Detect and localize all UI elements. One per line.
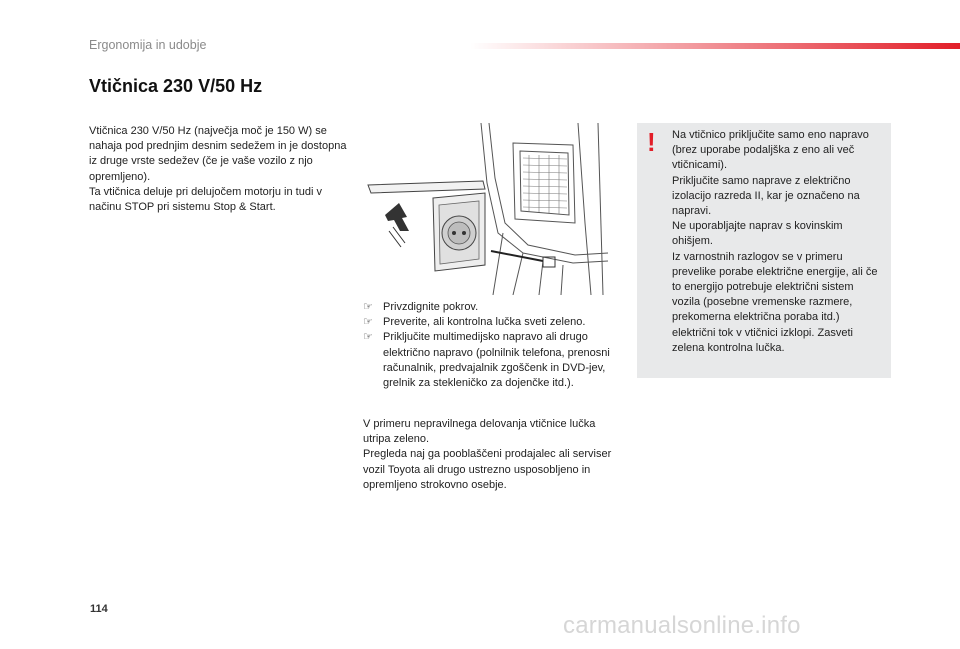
note-paragraph: V primeru nepravilnega delovanja vtičnice lučka utripa zeleno. [363, 418, 596, 446]
intro-paragraph: Ta vtičnica deluje pri delujočem motorju in tudi v načinu STOP pri sistemu Stop & Start. [89, 185, 322, 214]
warning-line: Iz varnostnih razlogov se v primeru prevelike porabe električne energije, ali če to energijo potrebuje električni sistem vozila (posebne vremenske razmere, prekomerna električna poraba itd.) električni tok v vtičnici izklopi. Zasveti zelena kontrolna lučka. [672, 250, 878, 354]
list-item [363, 330, 618, 391]
instruction-list [363, 300, 618, 391]
instruction-text: Preverite, ali kontrolna lučka sveti zeleno. [383, 316, 586, 329]
finger-pointer-icon: ☞ [363, 301, 373, 313]
intro-text [89, 124, 349, 215]
warning-line: Ne uporabljajte naprav s kovinskim ohišjem. [672, 220, 843, 248]
warning-text [672, 128, 884, 356]
watermark: carmanualsonline.info [563, 612, 801, 639]
intro-paragraph: Vtičnica 230 V/50 Hz (največja moč je 150 W) se nahaja pod prednjim desnim sedežem in je dostopna iz druge vrste sedežev (če je vaše vozilo z njo opremljeno). [89, 125, 347, 183]
instruction-text: Priključite multimedijsko napravo ali drugo električno napravo (polnilnik telefona, prenosni računalnik, predvajalnik zgoščenk in DVD-jev, grelnik za stekleničko za dojenčke itd.). [383, 331, 610, 390]
warning-line: Na vtičnico priključite samo eno napravo (brez uporabe podaljška z eno ali več vtičnicami). [672, 129, 869, 172]
page-title: Vtičnica 230 V/50 Hz [89, 76, 263, 96]
note-paragraph: Pregleda naj ga pooblaščeni prodajalec ali serviser vozil Toyota ali drugo ustrezno usposobljeno in opremljeno strokovno osebje. [363, 448, 612, 491]
warning-line: Priključite samo naprave z električno izolacijo razreda II, kar je označeno na napravi. [672, 174, 860, 218]
malfunction-note [363, 417, 618, 493]
finger-pointer-icon: ☞ [363, 331, 373, 344]
socket-illustration [363, 123, 613, 295]
instruction-text: Privzdignite pokrov. [383, 301, 479, 313]
list-item [363, 300, 618, 315]
exclamation-icon: ! [647, 127, 656, 157]
warning-box [637, 123, 891, 378]
finger-pointer-icon: ☞ [363, 316, 373, 329]
header-accent-bar [470, 43, 960, 49]
socket-illustration-drawing [363, 123, 613, 295]
list-item [363, 315, 618, 330]
section-title: Ergonomija in udobje [89, 38, 207, 52]
page-number: 114 [90, 603, 108, 615]
